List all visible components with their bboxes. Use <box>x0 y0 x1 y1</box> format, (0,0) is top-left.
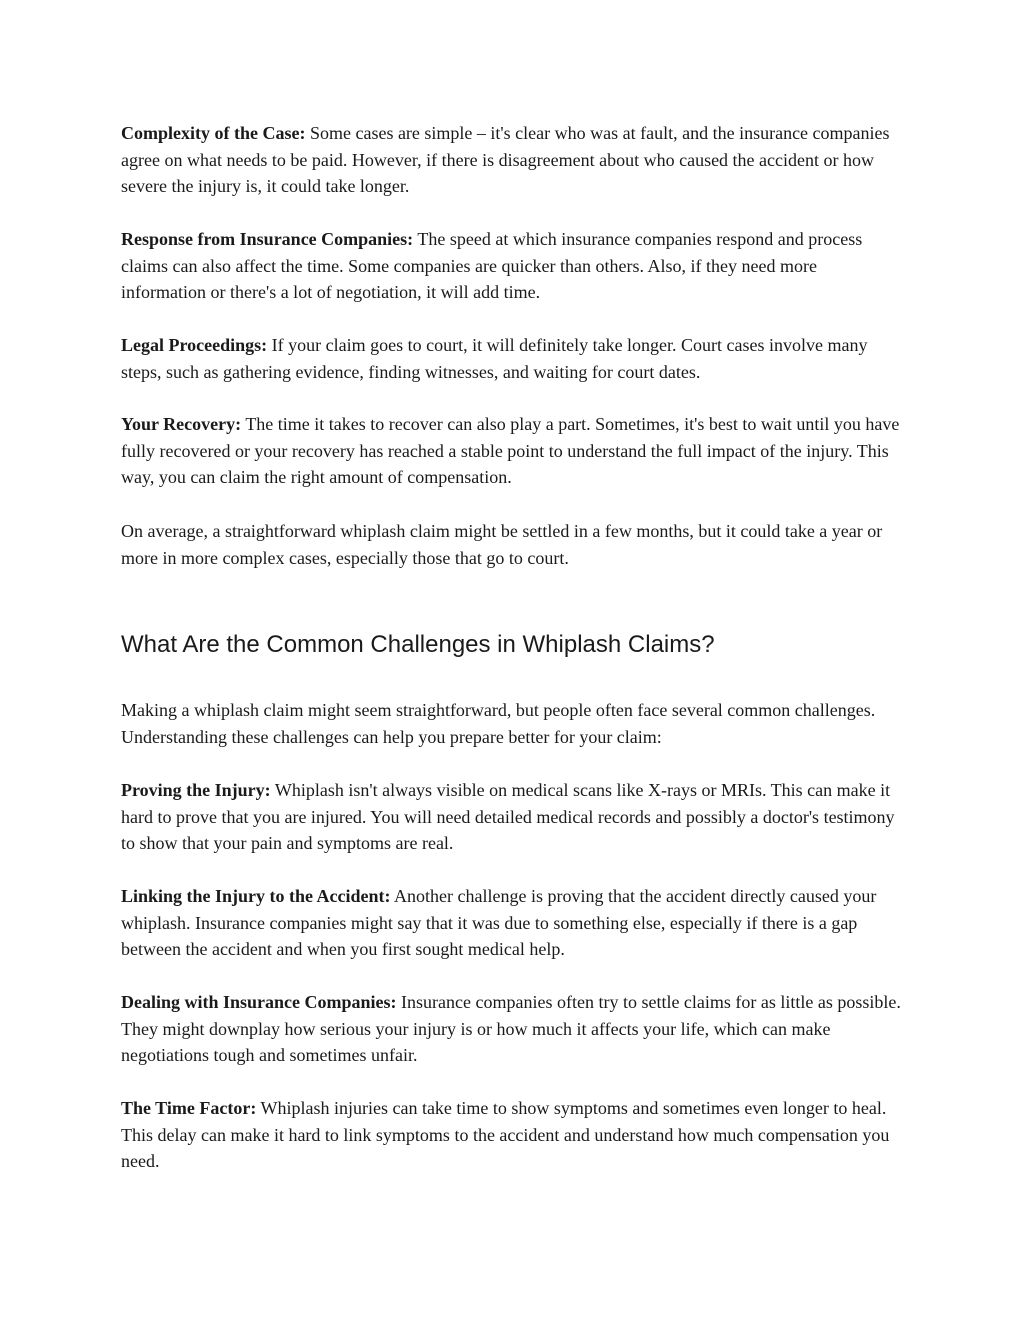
paragraph-time-factor <box>121 1095 906 1175</box>
paragraph-recovery <box>121 411 906 491</box>
paragraph-intro <box>121 697 906 750</box>
paragraph-label: Response from Insurance Companies: <box>121 229 414 249</box>
paragraph-text: If your claim goes to court, it will definitely take longer. Court cases involve many steps, such as gathering evidence, finding witnesses, and waiting for court dates. <box>121 335 868 382</box>
paragraph-label: Complexity of the Case: <box>121 123 306 143</box>
paragraph-text: The time it takes to recover can also play a part. Sometimes, it's best to wait until you have fully recovered or your recovery has reached a stable point to understand the full impact of the injury. This way, you can claim the right amount of compensation. <box>121 414 900 487</box>
paragraph-label: Your Recovery: <box>121 414 242 434</box>
paragraph-label: The Time Factor: <box>121 1098 257 1118</box>
paragraph-insurance-dealing <box>121 989 906 1069</box>
paragraph-label: Legal Proceedings: <box>121 335 268 355</box>
paragraph-text: The speed at which insurance companies respond and process claims can also affect the time. Some companies are quicker than others. Also, if they need more information or there's a lot of negotiation, it will add time. <box>121 229 863 302</box>
section-heading: What Are the Common Challenges in Whiplash Claims? <box>121 631 715 658</box>
paragraph-text: Making a whiplash claim might seem straightforward, but people often face several common challenges. Understanding these challenges can help you prepare better for your claim: <box>121 700 876 747</box>
paragraph-average <box>121 518 906 571</box>
paragraph-proving-injury <box>121 777 906 857</box>
paragraph-text: Whiplash injuries can take time to show symptoms and sometimes even longer to heal. This delay can make it hard to link symptoms to the accident and understand how much compensation you need. <box>121 1098 890 1171</box>
paragraph-complexity <box>121 120 906 200</box>
paragraph-text: Another challenge is proving that the accident directly caused your whiplash. Insurance companies might say that it was due to something else, especially if there is a gap between the accident and when you first sought medical help. <box>121 886 877 959</box>
paragraph-text: On average, a straightforward whiplash claim might be settled in a few months, but it could take a year or more in more complex cases, especially those that go to court. <box>121 521 883 568</box>
paragraph-insurance-response <box>121 226 906 306</box>
paragraph-text: Some cases are simple – it's clear who was at fault, and the insurance companies agree on what needs to be paid. However, if there is disagreement about who caused the accident or how severe the injury is, it could take longer. <box>121 123 890 196</box>
paragraph-text: Whiplash isn't always visible on medical scans like X-rays or MRIs. This can make it hard to prove that you are injured. You will need detailed medical records and possibly a doctor's testimony to show that your pain and symptoms are real. <box>121 780 895 853</box>
paragraph-legal-proceedings <box>121 332 906 385</box>
paragraph-linking-injury <box>121 883 906 963</box>
paragraph-label: Proving the Injury: <box>121 780 271 800</box>
paragraph-label: Linking the Injury to the Accident: <box>121 886 391 906</box>
paragraph-text: Insurance companies often try to settle claims for as little as possible. They might downplay how serious your injury is or how much it affects your life, which can make negotiations tough and sometimes unfair. <box>121 992 901 1065</box>
paragraph-label: Dealing with Insurance Companies: <box>121 992 397 1012</box>
